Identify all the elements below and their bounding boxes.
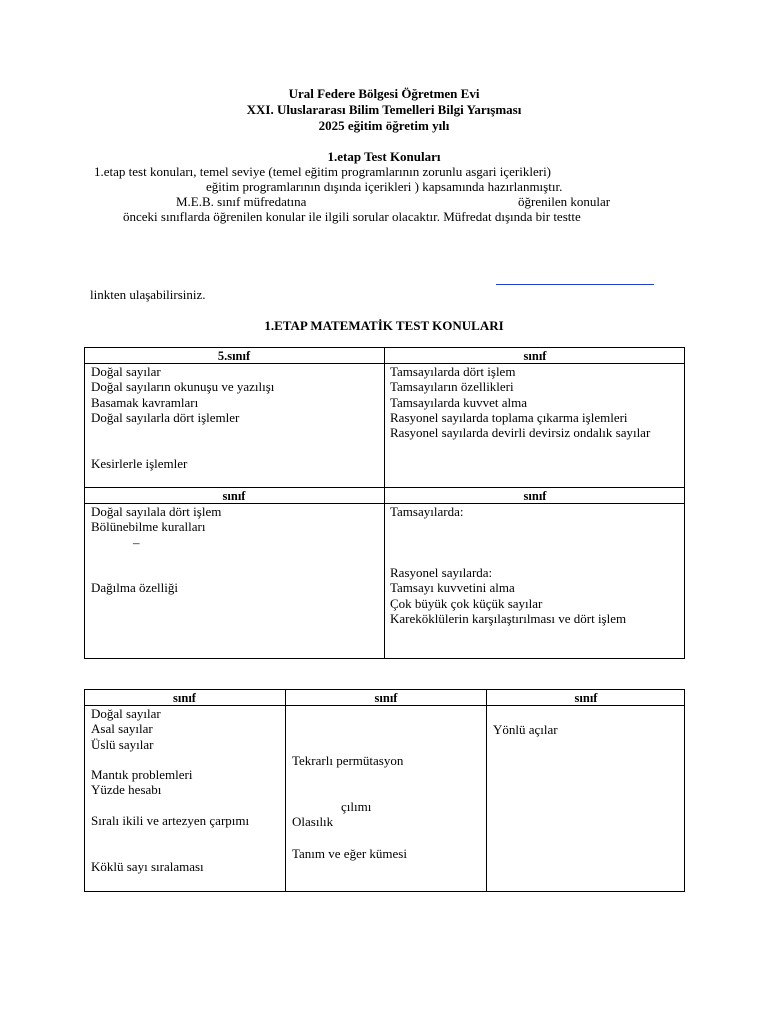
topic-item: Doğal sayıların okunuşu ve yazılışı [91,379,275,395]
header-line-3: 2025 eğitim öğretim yılı [318,118,450,133]
topic-item [91,550,221,565]
topic-item [390,550,626,565]
topic-item: Tamsayılarda kuvvet alma [390,394,527,410]
hyperlink-underline[interactable] [496,284,654,285]
topic-item: Bölünebilme kuralları [91,519,206,535]
intro-line-3a: M.E.B. sınıf müfredatına [176,194,307,209]
topic-item: Doğal sayılarla dört işlemler [91,409,240,425]
table1-cell-grade-c-topics [91,504,221,596]
table2-column-divider-1 [285,689,286,892]
table1-header-grade-c: sınıf [222,489,246,503]
topic-item: Kareköklülerin karşılaştırılması ve dört işlem [390,611,627,627]
intro-line-4: önceki sınıflarda öğrenilen konular ile ilgili sorular olacaktır. Müfredat dışında bir testte [123,209,581,224]
table1-header-grade-d: sınıf [523,489,547,503]
topic-item: Mantık problemleri [91,767,193,783]
topic-item: Doğal sayılar [91,364,161,379]
intro-line-1: 1.etap test konuları, temel seviye (temel eğitim programlarının zorunlu asgari içerikleri) [94,164,552,179]
topic-item: Asal sayılar [91,721,153,737]
topic-item: Dağılma özelliği [91,580,179,596]
topic-item: Doğal sayılala dört işlem [91,504,222,519]
header-line-1: Ural Federe Bölgesi Öğretmen Evi [288,86,480,101]
topic-item: Basamak kavramları [91,394,199,410]
topic-item [91,752,249,767]
table1-header-grade5: 5.sınıf [217,349,251,363]
topic-item: Rasyonel sayılarda toplama çıkarma işlemleri [390,409,628,425]
topic-item: Tamsayılarda dört işlem [390,364,516,379]
math-title: 1.ETAP MATEMATİK TEST KONULARI [264,318,504,333]
topic-item [91,844,249,859]
topic-item [91,440,274,455]
table1-cell-grade-b-topics [390,364,650,440]
header-line-2: XXI. Uluslararası Bilim Temelleri Bilgi Yarışması [246,102,522,117]
table2-cell-col1-topics [91,706,249,874]
topic-repeated-permutation: Tekrarlı permütasyon [292,753,404,768]
intro-line-3b: öğrenilen konular [518,194,611,209]
table2-header-col3: sınıf [574,691,598,705]
topic-item: Sıralı ikili ve artezyen çarpımı [91,813,250,829]
topic-item [390,535,626,550]
topic-item: Üslü sayılar [91,736,154,752]
intro-line-5: linkten ulaşabilirsiniz. [90,287,206,302]
intro-line-2: eğitim programlarının dışında içerikleri ) kapsamında hazırlanmıştır. [206,179,563,194]
topic-item: Çok büyük çok küçük sayılar [390,595,543,611]
topic-item [91,828,249,843]
topic-item: – [133,534,140,550]
topic-item [91,565,221,580]
topic-item [390,519,626,534]
topic-probability: Olasılık [292,814,334,829]
table1-cell-grade5-topics [91,364,274,471]
topic-item: Tamsayı kuvvetini alma [390,580,515,596]
topic-item: Yüzde hesabı [91,782,162,798]
topic-item: Doğal sayılar [91,706,161,721]
topic-item: Rasyonel sayılarda devirli devirsiz ondalık sayılar [390,425,651,441]
topic-directed-angles: Yönlü açılar [493,722,558,737]
topic-item [91,798,249,813]
table2-header-col1: sınıf [173,691,196,705]
topic-item: Köklü sayı sıralaması [91,858,204,874]
table2-header-col2: sınıf [374,691,398,705]
topic-item: Tamsayılarda: [390,504,464,519]
topic-item: Rasyonel sayılarda: [390,565,493,581]
section-title: 1.etap Test Konuları [327,149,441,164]
table1-cell-grade-d-topics [390,504,626,626]
table1-row-divider [84,487,685,488]
topic-item: Kesirlerle işlemler [91,455,188,471]
table1-header-grade-b: sınıf [523,349,547,363]
topic-item: Tamsayıların özellikleri [390,379,514,395]
table2-column-divider-2 [486,689,487,892]
topic-item [91,425,274,440]
topic-domain-range: Tanım ve eğer kümesi [292,846,407,861]
topic-expansion: çılımı [341,799,372,814]
